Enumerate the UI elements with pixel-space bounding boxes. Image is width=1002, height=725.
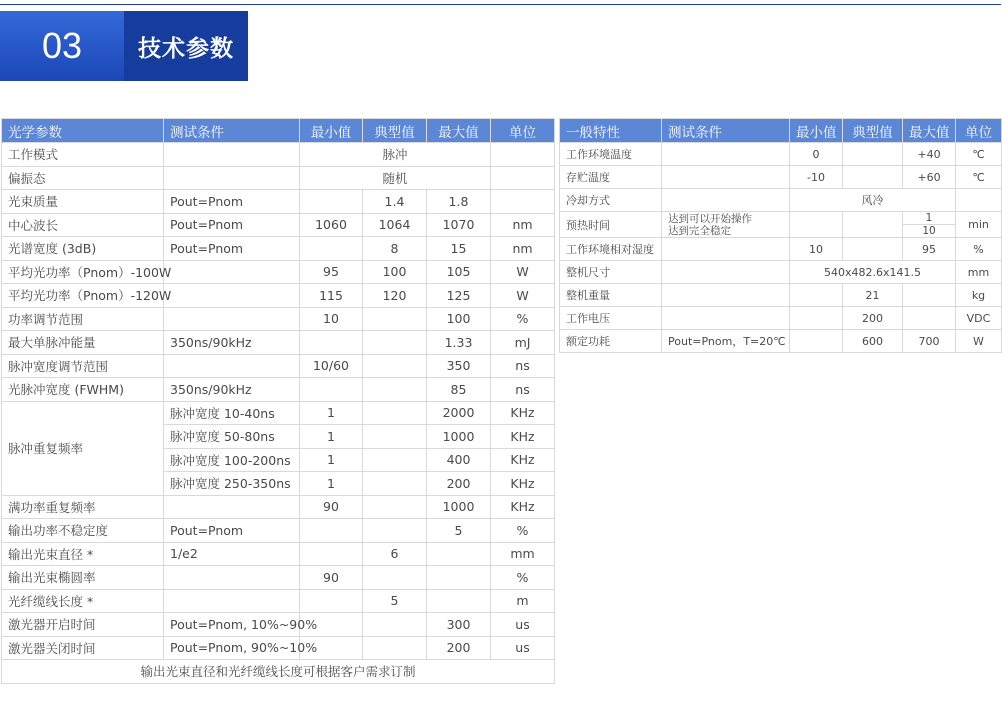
table-cell (164, 307, 300, 331)
table-row (2, 143, 555, 167)
table-cell: 脉冲宽度 10-40ns (164, 401, 300, 425)
table-row (2, 542, 555, 566)
table-cell: 中心波长 (2, 213, 164, 237)
table-cell: W (491, 284, 555, 308)
table-row (2, 166, 555, 190)
table-cell: 激光器关闭时间 (2, 636, 164, 660)
table-cell: 21 (843, 284, 903, 307)
table-cell: 偏振态 (2, 166, 164, 190)
table-cell (843, 212, 903, 238)
table-cell: KHz (491, 425, 555, 449)
table-cell: ℃ (956, 166, 1002, 189)
table-row (560, 238, 1002, 261)
table-row (2, 284, 555, 308)
table-cell: 冷却方式 (560, 189, 662, 212)
table-cell (843, 238, 903, 261)
table-cell (363, 448, 427, 472)
table-cell: 平均光功率（Pnom）-100W (2, 260, 164, 284)
table-cell: 额定功耗 (560, 330, 662, 353)
table-cell (662, 189, 790, 212)
table-cell (363, 495, 427, 519)
table-cell (164, 354, 300, 378)
table-cell: 100 (363, 260, 427, 284)
header-cell: 最大值 (427, 119, 491, 143)
table-row (2, 613, 555, 637)
table-cell: 1 (300, 448, 363, 472)
table-cell (164, 495, 300, 519)
table-cell: KHz (491, 472, 555, 496)
table-cell: 350ns/90kHz (164, 331, 300, 355)
table-cell (427, 542, 491, 566)
table-cell: Pout=Pnom，T=20℃ (662, 330, 790, 353)
table-cell: 输出光束直径 * (2, 542, 164, 566)
table-cell (662, 307, 790, 330)
table-cell: -10 (790, 166, 843, 189)
table-cell: % (491, 566, 555, 590)
table-cell: us (491, 636, 555, 660)
table-cell: 工作环境相对湿度 (560, 238, 662, 261)
table-row (560, 261, 1002, 284)
table-cell (427, 589, 491, 613)
table-cell: nm (491, 213, 555, 237)
table-row (560, 307, 1002, 330)
table-cell: 1 (300, 425, 363, 449)
table-cell: % (491, 307, 555, 331)
table-cell: 105 (427, 260, 491, 284)
table-cell (164, 566, 300, 590)
table-cell (363, 425, 427, 449)
table-cell: KHz (491, 401, 555, 425)
table-row (2, 401, 555, 425)
table-cell: mJ (491, 331, 555, 355)
table-cell: 预热时间 (560, 212, 662, 238)
table-cell (300, 378, 363, 402)
table-cell (843, 143, 903, 166)
table-cell: 平均光功率（Pnom）-120W (2, 284, 164, 308)
table-cell: 1 (300, 472, 363, 496)
table-row (560, 212, 1002, 238)
table-cell: 工作电压 (560, 307, 662, 330)
table-row (560, 189, 1002, 212)
header-cell: 典型值 (363, 119, 427, 143)
table-cell: 10/60 (300, 354, 363, 378)
table-cell: 工作环境温度 (560, 143, 662, 166)
table-row (2, 190, 555, 214)
table-cell: 光脉冲宽度 (FWHM) (2, 378, 164, 402)
table-cell: 脉冲 (300, 143, 491, 167)
table-cell: 5 (363, 589, 427, 613)
table-cell (363, 401, 427, 425)
header-cell: 单位 (956, 119, 1002, 143)
table-cell (491, 166, 555, 190)
table-row (2, 636, 555, 660)
table-cell: 350ns/90kHz (164, 378, 300, 402)
table-cell (903, 284, 956, 307)
section-title: 技术参数 (124, 11, 248, 81)
table-cell: 整机尺寸 (560, 261, 662, 284)
table-cell: 满功率重复频率 (2, 495, 164, 519)
table-cell: m (491, 589, 555, 613)
table-cell: 脉冲宽度调节范围 (2, 354, 164, 378)
table-cell: ns (491, 354, 555, 378)
table-cell: us (491, 613, 555, 637)
table-cell (662, 143, 790, 166)
top-rule (0, 4, 1001, 5)
header-cell: 最小值 (300, 119, 363, 143)
table-cell: 200 (427, 472, 491, 496)
table-cell (790, 212, 843, 238)
max-line: 10 (922, 225, 936, 237)
table-cell: 整机重量 (560, 284, 662, 307)
table-cell (427, 566, 491, 590)
table-cell (491, 143, 555, 167)
table-cell: 85 (427, 378, 491, 402)
table-cell: 8 (363, 237, 427, 261)
table-cell: 700 (903, 330, 956, 353)
table-cell: 0 (790, 143, 843, 166)
table-cell (363, 354, 427, 378)
header-cell: 测试条件 (164, 119, 300, 143)
table-row (2, 307, 555, 331)
table-cell: 脉冲宽度 50-80ns (164, 425, 300, 449)
table-cell: mm (491, 542, 555, 566)
table-cell (363, 613, 427, 637)
table-cell: nm (491, 237, 555, 261)
table-cell (903, 307, 956, 330)
table-row (2, 495, 555, 519)
table-cell (300, 589, 363, 613)
table-cell (164, 284, 300, 308)
general-specs-table (559, 118, 1002, 353)
table-cell: 2000 (427, 401, 491, 425)
table-cell: 6 (363, 542, 427, 566)
cond-line: 达到完全稳定 (668, 224, 731, 237)
table-cell: 10 (790, 238, 843, 261)
table-cell: 350 (427, 354, 491, 378)
table-cell: +40 (903, 143, 956, 166)
table-cell (662, 261, 790, 284)
table-cell: 工作模式 (2, 143, 164, 167)
section-banner (0, 11, 248, 81)
table-note-row (2, 660, 555, 684)
table-cell: min (956, 212, 1002, 238)
table-cell: % (491, 519, 555, 543)
table-row (560, 166, 1002, 189)
table-cell: 120 (363, 284, 427, 308)
table-cell: 115 (300, 284, 363, 308)
table-cell: 光束质量 (2, 190, 164, 214)
table-cell: 脉冲重复频率 (2, 401, 164, 495)
table-cell: 90 (300, 495, 363, 519)
header-cell: 测试条件 (662, 119, 790, 143)
table-cell: W (956, 330, 1002, 353)
table-cell: 125 (427, 284, 491, 308)
table-cell: 540x482.6x141.5 (790, 261, 956, 284)
table-row (560, 143, 1002, 166)
table-cell (790, 284, 843, 307)
table-cell: ns (491, 378, 555, 402)
table-cell (662, 166, 790, 189)
table-cell: 脉冲宽度 250-350ns (164, 472, 300, 496)
table-cell: 1000 (427, 425, 491, 449)
table-cell: Pout=Pnom (164, 213, 300, 237)
table-cell: Pout=Pnom (164, 190, 300, 214)
table-cell: 功率调节范围 (2, 307, 164, 331)
table-cell: 光纤缆线长度 * (2, 589, 164, 613)
table-cell: VDC (956, 307, 1002, 330)
table-cell: KHz (491, 448, 555, 472)
table-cell (164, 166, 300, 190)
table-cell (300, 331, 363, 355)
table-cell: 输出光束椭圆率 (2, 566, 164, 590)
table-cell: 200 (843, 307, 903, 330)
table-cell: Pout=Pnom, 90%~10% (164, 636, 300, 660)
table-cell: 400 (427, 448, 491, 472)
table-header-row (2, 119, 555, 143)
table-cell (300, 190, 363, 214)
header-cell: 最小值 (790, 119, 843, 143)
table-cell: 风冷 (790, 189, 956, 212)
table-cell (363, 519, 427, 543)
table-cell: 1.33 (427, 331, 491, 355)
table-cell: kg (956, 284, 1002, 307)
table-cell: 1000 (427, 495, 491, 519)
table-cell: 10 (300, 307, 363, 331)
table-cell: 95 (300, 260, 363, 284)
table-row (2, 237, 555, 261)
header-cell: 单位 (491, 119, 555, 143)
table-cell: KHz (491, 495, 555, 519)
table-cell (956, 189, 1002, 212)
table-cell: 脉冲宽度 100-200ns (164, 448, 300, 472)
table-cell (662, 238, 790, 261)
cond-line: 达到可以开始操作 (668, 212, 752, 225)
table-cell (363, 636, 427, 660)
header-cell: 光学参数 (2, 119, 164, 143)
table-cell (491, 190, 555, 214)
table-row (2, 354, 555, 378)
table-cell (790, 330, 843, 353)
table-row (2, 566, 555, 590)
table-cell: 输出功率不稳定度 (2, 519, 164, 543)
table-row (2, 589, 555, 613)
table-cell: 1 (300, 401, 363, 425)
table-row (2, 213, 555, 237)
table-row (2, 519, 555, 543)
header-cell: 典型值 (843, 119, 903, 143)
table-cell: Pout=Pnom (164, 237, 300, 261)
table-row (560, 284, 1002, 307)
table-cell (903, 212, 956, 238)
table-cell: 95 (903, 238, 956, 261)
table-cell: mm (956, 261, 1002, 284)
table-cell (790, 307, 843, 330)
table-cell: 激光器开启时间 (2, 613, 164, 637)
table-row (2, 260, 555, 284)
table-cell (300, 237, 363, 261)
table-cell: Pout=Pnom (164, 519, 300, 543)
table-cell: 1060 (300, 213, 363, 237)
table-cell: 600 (843, 330, 903, 353)
table-cell (363, 378, 427, 402)
table-cell: ℃ (956, 143, 1002, 166)
table-cell: % (956, 238, 1002, 261)
header-cell: 最大值 (903, 119, 956, 143)
section-number: 03 (0, 11, 124, 81)
table-cell: 5 (427, 519, 491, 543)
table-cell (164, 589, 300, 613)
table-cell (363, 307, 427, 331)
table-cell: 输出光束直径和光纤缆线长度可根据客户需求订制 (2, 660, 555, 684)
table-cell: W (491, 260, 555, 284)
optical-params-table (1, 118, 555, 684)
table-cell: 1.4 (363, 190, 427, 214)
table-cell (363, 472, 427, 496)
table-cell (300, 519, 363, 543)
table-cell (363, 331, 427, 355)
table-cell: 最大单脉冲能量 (2, 331, 164, 355)
table-cell (662, 284, 790, 307)
table-cell: 存贮温度 (560, 166, 662, 189)
table-cell: 200 (427, 636, 491, 660)
table-cell: Pout=Pnom, 10%~90% (164, 613, 300, 637)
table-cell (164, 143, 300, 167)
table-cell (164, 260, 300, 284)
table-cell: +60 (903, 166, 956, 189)
table-cell (300, 542, 363, 566)
table-cell (363, 566, 427, 590)
table-cell: 15 (427, 237, 491, 261)
table-cell: 光谱宽度 (3dB) (2, 237, 164, 261)
table-cell (843, 166, 903, 189)
table-cell: 随机 (300, 166, 491, 190)
table-cell: 100 (427, 307, 491, 331)
table-cell: 1/e2 (164, 542, 300, 566)
table-cell: 1070 (427, 213, 491, 237)
header-cell: 一般特性 (560, 119, 662, 143)
table-row (2, 331, 555, 355)
table-cell: 300 (427, 613, 491, 637)
table-header-row (560, 119, 1002, 143)
max-line: 1 (903, 212, 955, 225)
table-cell: 1064 (363, 213, 427, 237)
table-cell (662, 212, 790, 238)
table-cell: 1.8 (427, 190, 491, 214)
table-cell: 90 (300, 566, 363, 590)
table-row (2, 378, 555, 402)
table-row (560, 330, 1002, 353)
